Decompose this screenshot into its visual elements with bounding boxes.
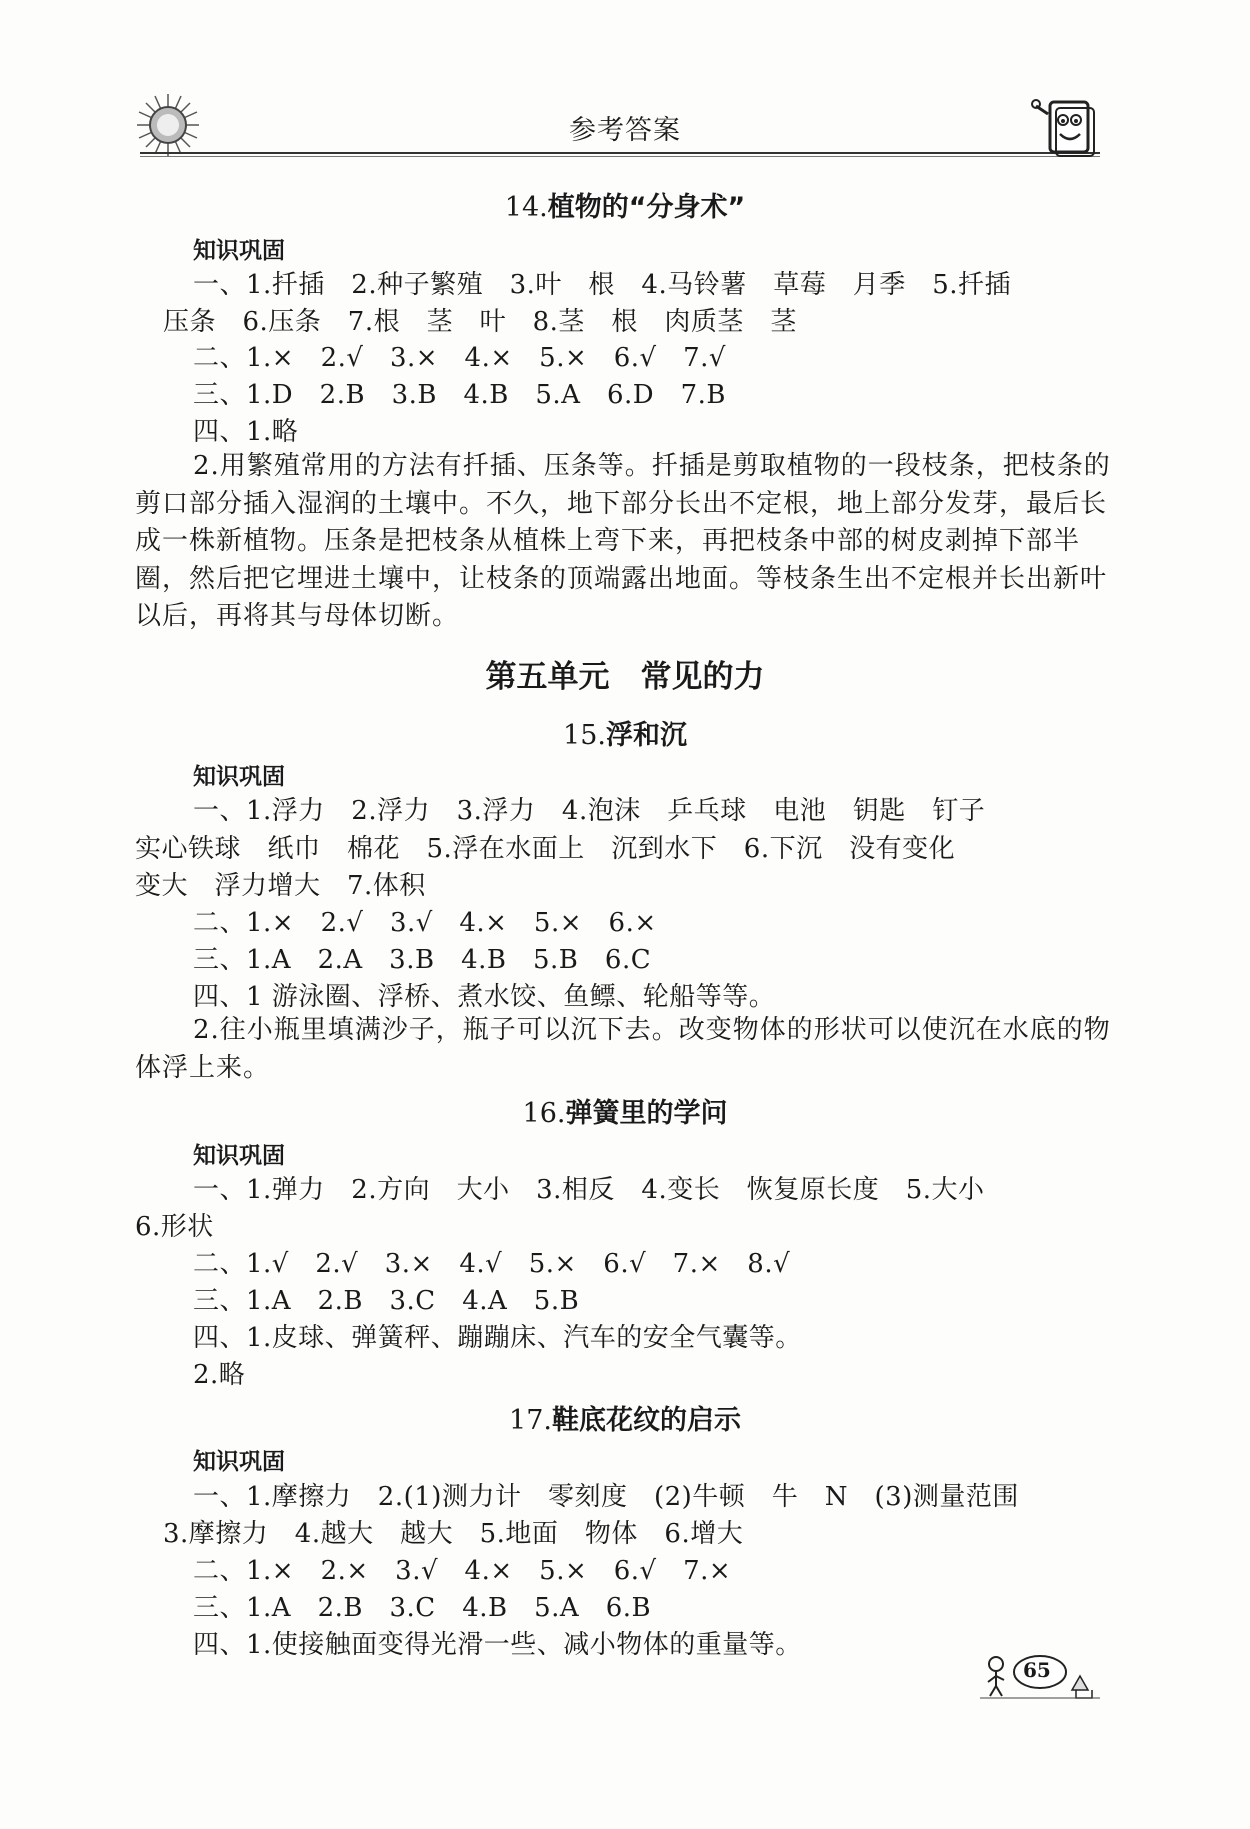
answer-line: 二、1.× 2.× 3.√ 4.× 5.× 6.√ 7.× (193, 1556, 732, 1586)
answer-line: 一、1.浮力 2.浮力 3.浮力 4.泡沫 乒乓球 电池 钥匙 钉子 (193, 796, 986, 826)
answer-line: 变大 浮力增大 7.体积 (135, 871, 426, 901)
answer-line: 一、1.弹力 2.方向 大小 3.相反 4.变长 恢复原长度 5.大小 (193, 1175, 985, 1205)
answer-line: 实心铁球 纸巾 棉花 5.浮在水面上 沉到水下 6.下沉 没有变化 (135, 834, 956, 864)
lesson-16-title: 16.弹簧里的学问 (522, 1098, 728, 1129)
page-header-title: 参考答案 (569, 115, 681, 146)
book-mascot-icon (1030, 88, 1100, 160)
answer-line: 6.形状 (135, 1212, 214, 1242)
answer-line: 四、1.使接触面变得光滑一些、减小物体的重量等。 (193, 1630, 802, 1660)
answer-paragraph: 2.往小瓶里填满沙子，瓶子可以沉下去。改变物体的形状可以使沉在水底的物体浮上来。 (135, 1015, 1111, 1083)
answer-line: 二、1.× 2.√ 3.√ 4.× 5.× 6.× (193, 908, 657, 938)
answer-line: 二、1.√ 2.√ 3.× 4.√ 5.× 6.√ 7.× 8.√ (193, 1249, 791, 1279)
answer-line: 三、1.A 2.B 3.C 4.A 5.B (193, 1286, 580, 1316)
section-heading: 知识巩固 (193, 764, 285, 790)
section-heading: 知识巩固 (193, 1449, 285, 1475)
lesson-15-title: 15.浮和沉 (563, 720, 687, 751)
lesson-17-title: 17.鞋底花纹的启示 (509, 1405, 741, 1436)
page-number: 65 (1023, 1658, 1051, 1682)
answer-paragraph: 2.用繁殖常用的方法有扦插、压条等。扦插是剪取植物的一段枝条，把枝条的剪口部分插入湿润的土壤中。不久，地下部分长出不定根，地上部分发芽，最后长成一株新植物。压条是把枝条从植株上弯下来，再把枝条中部的树皮剥掉下部半圈，然后把它埋进土壤中，让枝条的顶端露出地面。等枝条生出不定根并长出新叶以后，再将其与母体切断。 (135, 451, 1111, 631)
answer-line: 二、1.× 2.√ 3.× 4.× 5.× 6.√ 7.√ (193, 343, 726, 373)
answer-line: 四、1.略 (193, 417, 299, 447)
answer-line: 压条 6.压条 7.根 茎 叶 8.茎 根 肉质茎 茎 (163, 307, 797, 337)
answer-line: 一、1.摩擦力 2.(1)测力计 零刻度 (2)牛顿 牛 N (3)测量范围 (193, 1482, 1019, 1512)
lesson-14-title: 14.植物的“分身术” (504, 192, 746, 223)
header-divider (140, 152, 1100, 154)
answer-line: 三、1.D 2.B 3.B 4.B 5.A 6.D 7.B (193, 380, 727, 410)
unit-title: 第五单元 常见的力 (485, 659, 765, 695)
answer-line: 四、1 游泳圈、浮桥、煮水饺、鱼鳔、轮船等等。 (193, 982, 776, 1012)
answer-line: 三、1.A 2.B 3.C 4.B 5.A 6.B (193, 1593, 652, 1623)
header-divider-thin (140, 156, 1100, 157)
section-heading: 知识巩固 (193, 1143, 285, 1169)
answer-line: 四、1.皮球、弹簧秤、蹦蹦床、汽车的安全气囊等。 (193, 1323, 802, 1353)
answer-line: 2.略 (193, 1360, 246, 1390)
section-heading: 知识巩固 (193, 238, 285, 264)
answer-line: 3.摩擦力 4.越大 越大 5.地面 物体 6.增大 (163, 1519, 744, 1549)
answer-line: 一、1.扦插 2.种子繁殖 3.叶 根 4.马铃薯 草莓 月季 5.扦插 (193, 270, 1012, 300)
answer-line: 三、1.A 2.A 3.B 4.B 5.B 6.C (193, 945, 652, 975)
